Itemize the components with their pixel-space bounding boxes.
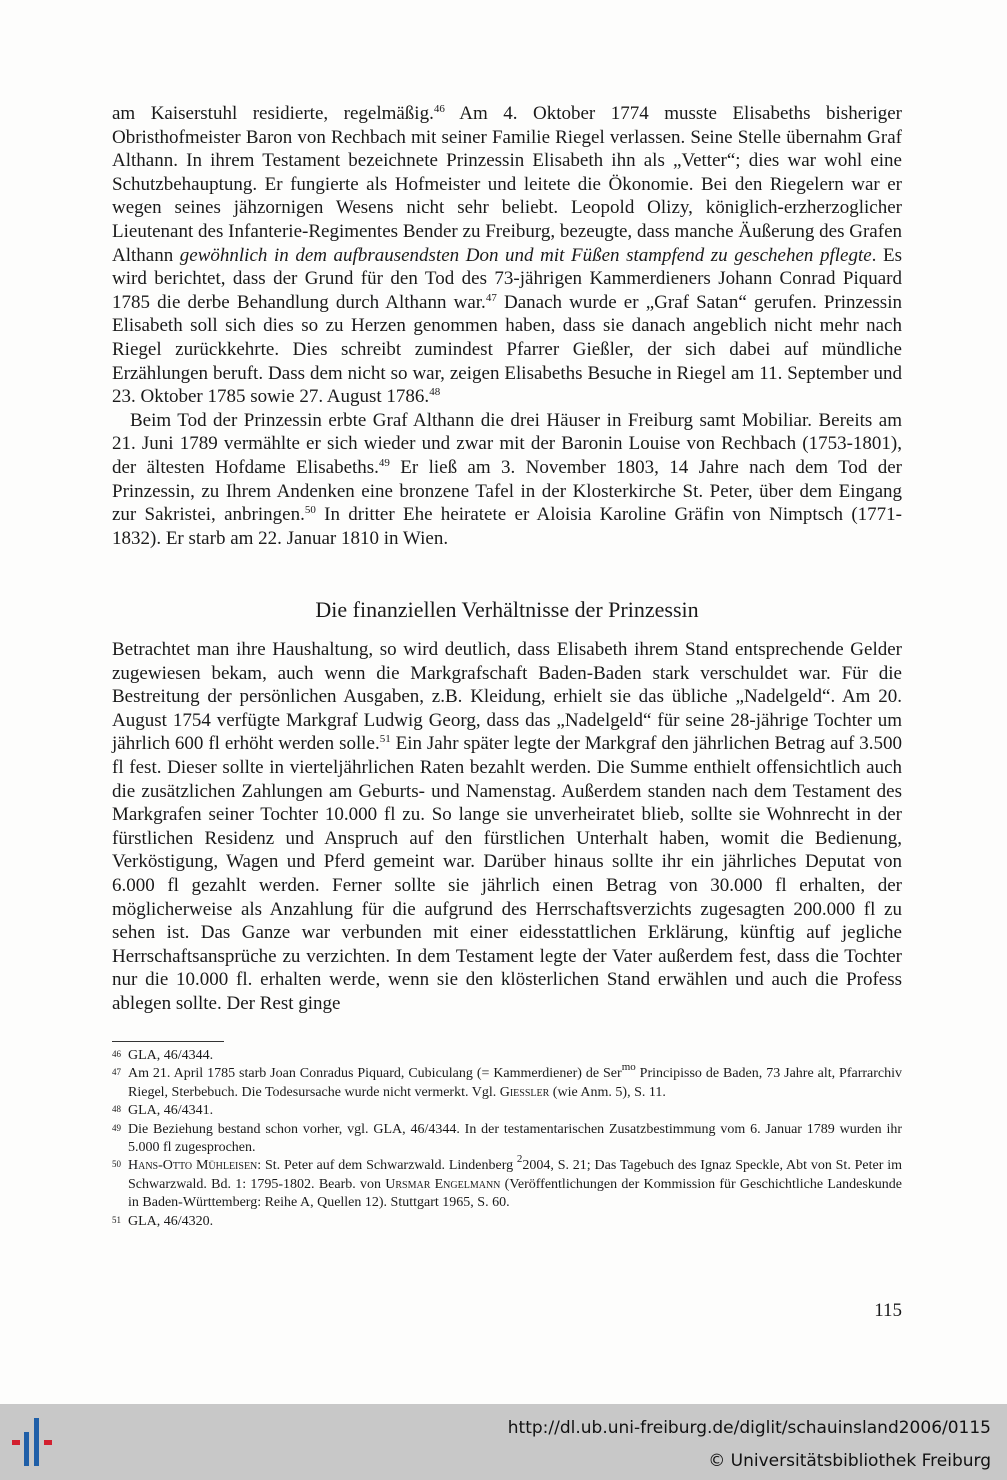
footnotes bbox=[112, 1047, 902, 1231]
text-run: Beim Tod der Prinzessin erbte Graf Althann die drei Häuser in Freiburg samt Mobiliar. Bereits am 21. Juni 1789 vermählte er sich wieder und zwar mit der Baronin Louise von Rechbach (1753-1801), der ältesten Hofdame Elisabeths. bbox=[112, 409, 902, 478]
text-run: (wie Anm. 5), S. 11. bbox=[549, 1084, 666, 1100]
footnote-ref: 50 bbox=[304, 504, 316, 517]
text-run: (Veröffentlichungen der Kommission für Geschichtliche Landeskunde in Baden-Württemberg: Reihe A, Quellen 12). Stuttgart 1965, S. 60. bbox=[128, 1176, 902, 1211]
footnote bbox=[112, 1102, 902, 1120]
footnote bbox=[112, 1047, 902, 1065]
footnote-ref: 2 bbox=[516, 1153, 523, 1166]
section-heading: Die finanziellen Verhältnisse der Prinzessin bbox=[315, 597, 699, 622]
text-run: . Es wird berichtet, dass der Grund für den Tod des 73-jährigen Kammerdieners Johann Conrad Piquard 1785 die derbe Behandlung durch Althann war. bbox=[112, 244, 902, 313]
text-run: Principisso de Baden, 73 Jahre alt, Pfarrarchiv Riegel, Sterbebuch. Die Todesursache wurde nicht vermerkt. Vgl. bbox=[128, 1066, 902, 1100]
text-run: In dritter Ehe heiratete er Aloisia Karoline Gräfin von Nimptsch (1771-1832). Er starb am 22. Januar 1810 in Wien. bbox=[112, 504, 902, 549]
footnote-number: 50 bbox=[112, 1159, 121, 1170]
footnote-number: 48 bbox=[112, 1104, 121, 1115]
footnote-ref: mo bbox=[621, 1061, 636, 1074]
footnote-ref: 48 bbox=[429, 386, 441, 399]
footnote bbox=[112, 1061, 902, 1102]
paragraph bbox=[112, 409, 902, 551]
footnote-ref: 51 bbox=[379, 733, 391, 746]
text-run: GLA, 46/4344. bbox=[128, 1048, 214, 1063]
text-run: Danach wurde er „Graf Satan“ gerufen. Prinzessin Elisabeth soll sich dies so zu Herzen genommen haben, dass sie danach angeblich nicht mehr nach Riegel zurückkehrte. Dies schreibt zumindest Pfarrer Gießler, der sich dabei auf mündliche Erzählungen beruft. Dass dem nicht so war, zeigen Elisabeths Besuche in Riegel am 11. September und 23. Oktober 1785 sowie 27. August 1786. bbox=[112, 291, 902, 408]
footnote-ref: 46 bbox=[433, 103, 445, 115]
copyright-text: © Universitätsbibliothek Freiburg bbox=[708, 1451, 991, 1471]
footnote-ref: 49 bbox=[378, 456, 390, 469]
footnote bbox=[112, 1153, 902, 1212]
footnote-number: 46 bbox=[112, 1049, 121, 1059]
footnote-text bbox=[128, 1047, 902, 1065]
source-url-link[interactable]: http://dl.ub.uni-freiburg.de/diglit/schauinsland2006/0115 bbox=[507, 1418, 991, 1438]
footnote-text bbox=[128, 1102, 902, 1120]
footnote-text bbox=[128, 1213, 902, 1231]
footnote-text bbox=[128, 1121, 902, 1158]
footnote-number: 47 bbox=[112, 1067, 121, 1078]
footnote-text bbox=[128, 1061, 902, 1102]
page-number: 115 bbox=[874, 1300, 902, 1321]
footer-bar bbox=[0, 1404, 1007, 1480]
text-run: Betrachtet man ihre Haushaltung, so wird deutlich, dass Elisabeth ihrem Stand entsprechende Gelder zugewiesen bekam, auch wenn die Markgrafschaft Baden-Baden stark verschuldet war. Für die Bestreitung der persönlichen Ausgaben, z.B. Kleidung, erhielt sie das übliche „Nadelgeld“. Am 20. August 1754 verfügte Markgraf Ludwig Georg, dass das „Nadelgeld“ für seine 28-jährige Tochter um jährlich 600 fl erhöht werden solle. bbox=[112, 639, 902, 755]
text-run: Am 4. Oktober 1774 musste Elisabeths bisheriger Obristhofmeister Baron von Rechbach mit seiner Familie Riegel verlassen. Seine Stelle übernahm Graf Althann. In ihrem Testament bezeichnete Prinzessin Elisabeth ihn als „Vetter“; dies war wohl eine Schutzbehauptung. Er fungierte als Hofmeister und leitete die Ökonomie. Bei den Riegelern war er wegen seines jähzornigen Wesens nicht sehr beliebt. Leopold Olizy, königlich-erzherzoglicher Lieutenant des Infanterie-Regimentes Bender zu Freiburg, bezeugte, dass manche Äußerung des Grafen Althann bbox=[112, 103, 903, 266]
footnote bbox=[112, 1213, 902, 1231]
text-run: Am 21. April 1785 starb Joan Conradus Piquard, Cubiculang (= Kammerdiener) de Ser bbox=[128, 1066, 622, 1082]
footnote-number: 51 bbox=[112, 1214, 121, 1225]
footnote-ref: 47 bbox=[485, 291, 497, 304]
text-run: GLA, 46/4341. bbox=[128, 1103, 214, 1119]
ub-freiburg-logo-icon[interactable] bbox=[6, 1414, 66, 1474]
text-run: GLA, 46/4320. bbox=[128, 1213, 214, 1229]
footnote-text bbox=[128, 1153, 902, 1212]
footnote-number: 49 bbox=[112, 1122, 121, 1133]
author-name: Giessler bbox=[499, 1084, 550, 1100]
body-text-top bbox=[112, 102, 902, 550]
footnote-divider bbox=[112, 1041, 224, 1042]
text-run: : St. Peter auf dem Schwarzwald. Lindenberg bbox=[257, 1158, 517, 1174]
paragraph bbox=[112, 638, 902, 1016]
text-run: am Kaiserstuhl residierte, regelmäßig. bbox=[112, 103, 434, 124]
paragraph bbox=[112, 102, 902, 409]
body-text-section bbox=[112, 638, 902, 1016]
text-run: 2004, S. 21; Das Tagebuch des Ignaz Speckle, Abt von St. Peter im Schwarzwald. Bd. 1: 1795-1802. Bearb. von bbox=[128, 1158, 902, 1192]
footnote bbox=[112, 1121, 902, 1158]
text-run: Ein Jahr später legte der Markgraf den jährlichen Betrag auf 3.500 fl fest. Dieser sollte in vierteljährlichen Raten bezahlt werden. Die Summe enthielt offensichtlich auch die zusätzlichen Zahlungen am Geburts- und Namenstag. Außerdem standen nach dem Testament des Markgrafen seiner Tochter 10.000 fl zu. So lange sie unverheiratet blieb, sollte sie Wohnrecht in der fürstlichen Residenz und Anspruch auf den fürstlichen Unterhalt haben, womit die Bedienung, Verköstigung, Wagen und Pferd gemeint war. Darüber hinaus sollte ihr ein jährliches Deputat von 6.000 fl gezahlt werden. Ferner sollte sie jährlich einen Betrag von 30.000 fl erhalten, der möglicherweise als Anzahlung für die aufgrund des Herrschaftsverzichts zugesagten 200.000 fl zu sehen ist. Das Ganze war verbunden mit einer eidesstattlichen Erklärung, künftig auf jegliche Herrschaftsansprüche zu verzichten. In dem Testament legte der Vater außerdem fest, dass die Tochter nur die 10.000 fl. erhalten werde, wenn sie den klösterlichen Stand erwählen und auch die Profess ablegen sollte. Der Rest ginge bbox=[112, 733, 902, 1014]
italic-quote: gewöhnlich in dem aufbrausendsten Don und mit Füßen stampfend zu geschehen pflegte bbox=[179, 244, 872, 266]
text-run: Die Beziehung bestand schon vorher, vgl. GLA, 46/4344. In der testamentarischen Zusatzbestimmung vom 6. Januar 1789 wurden ihr 5.000 fl zugesprochen. bbox=[128, 1121, 902, 1156]
author-name: Ursmar Engelmann bbox=[385, 1176, 501, 1192]
text-run: Er ließ am 3. November 1803, 14 Jahre nach dem Tod der Prinzessin, zu Ihrem Andenken eine bronzene Tafel in der Klosterkirche St. Peter, über dem Eingang zur Sakristei, anbringen. bbox=[112, 456, 902, 526]
author-name: Hans-Otto Mühleisen bbox=[128, 1158, 258, 1174]
